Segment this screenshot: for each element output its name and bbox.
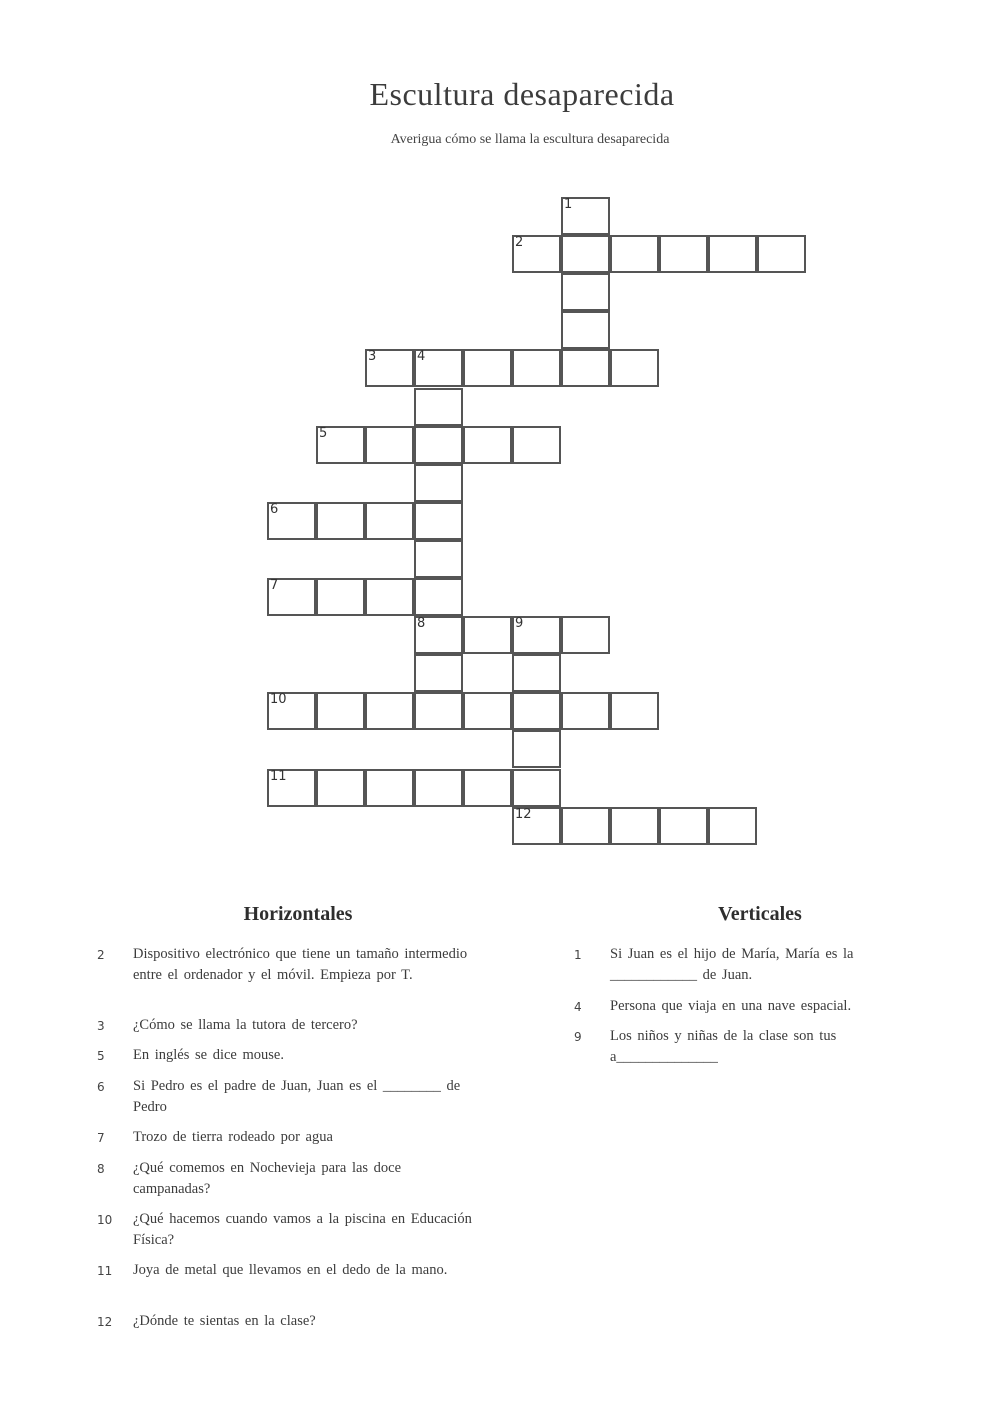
clue-number: 3	[97, 1019, 105, 1033]
crossword-cell[interactable]	[316, 692, 365, 730]
crossword-cell[interactable]	[267, 769, 316, 807]
cell-number: 2	[515, 235, 524, 250]
horizontal-clue	[97, 1076, 487, 1120]
crossword-cell[interactable]	[316, 426, 365, 464]
cell-number: 5	[319, 426, 328, 441]
crossword-cell[interactable]	[365, 769, 414, 807]
crossword-cell[interactable]	[512, 349, 561, 387]
vertical-clue	[574, 1026, 919, 1070]
clue-number: 2	[97, 948, 105, 962]
crossword-cell[interactable]	[512, 616, 561, 654]
crossword-cell[interactable]	[512, 426, 561, 464]
crossword-cell[interactable]	[463, 616, 512, 654]
horizontal-clue	[97, 1260, 487, 1304]
horizontal-clue	[97, 1209, 487, 1253]
crossword-cell[interactable]	[414, 540, 463, 578]
crossword-cell[interactable]	[414, 426, 463, 464]
crossword-cell[interactable]	[365, 349, 414, 387]
crossword-cell[interactable]	[316, 578, 365, 616]
clue-number: 12	[97, 1315, 113, 1329]
cell-number: 4	[417, 349, 426, 364]
horizontal-clue	[97, 1127, 487, 1149]
crossword-cell[interactable]	[267, 692, 316, 730]
clue-number: 11	[97, 1264, 113, 1278]
crossword-cell[interactable]	[414, 349, 463, 387]
page-title: Escultura desaparecida	[369, 76, 675, 112]
crossword-cell[interactable]	[561, 197, 610, 235]
crossword-cell[interactable]	[610, 692, 659, 730]
clue-text: Persona que viaja en una nave espacial.	[610, 998, 852, 1014]
crossword-cell[interactable]	[365, 692, 414, 730]
crossword-cell[interactable]	[414, 464, 463, 502]
vertical-clue	[574, 944, 919, 988]
crossword-cell[interactable]	[610, 349, 659, 387]
cell-number: 1	[564, 197, 573, 212]
crossword-cell[interactable]	[659, 235, 708, 273]
cell-number: 11	[270, 769, 287, 784]
crossword-cell[interactable]	[414, 654, 463, 692]
horizontal-clues-heading: Horizontales	[243, 903, 353, 925]
clue-number: 7	[97, 1131, 105, 1145]
horizontal-clue	[97, 1311, 487, 1333]
crossword-cell[interactable]	[561, 616, 610, 654]
crossword-cell[interactable]	[316, 502, 365, 540]
clue-text: Trozo de tierra rodeado por agua	[133, 1129, 333, 1145]
crossword-cell[interactable]	[659, 807, 708, 845]
clue-text: Dispositivo electrónico que tiene un tamaño intermedio entre el ordenador y el móvil. Empieza por T.	[133, 946, 468, 983]
crossword-cell[interactable]	[463, 426, 512, 464]
clue-text: Joya de metal que llevamos en el dedo de la mano.	[133, 1262, 448, 1278]
crossword-cell[interactable]	[512, 235, 561, 273]
crossword-cell[interactable]	[561, 349, 610, 387]
clue-text: ¿Dónde te sientas en la clase?	[133, 1313, 316, 1329]
crossword-cell[interactable]	[414, 502, 463, 540]
crossword-cell[interactable]	[365, 578, 414, 616]
crossword-cell[interactable]	[708, 807, 757, 845]
crossword-cell[interactable]	[561, 807, 610, 845]
crossword-cell[interactable]	[512, 730, 561, 768]
cell-number: 3	[368, 349, 377, 364]
crossword-cell[interactable]	[365, 502, 414, 540]
crossword-cell[interactable]	[414, 769, 463, 807]
clue-text: En inglés se dice mouse.	[133, 1047, 284, 1063]
crossword-cell[interactable]	[561, 273, 610, 311]
clue-number: 4	[574, 1000, 582, 1014]
crossword-cell[interactable]	[267, 502, 316, 540]
clue-number: 1	[574, 948, 582, 962]
crossword-cell[interactable]	[463, 349, 512, 387]
horizontal-clue	[97, 1045, 487, 1067]
crossword-cell[interactable]	[414, 616, 463, 654]
crossword-cell[interactable]	[561, 235, 610, 273]
clue-number: 9	[574, 1030, 582, 1044]
crossword-cell[interactable]	[267, 578, 316, 616]
crossword-cell[interactable]	[463, 769, 512, 807]
cell-number: 8	[417, 616, 426, 631]
clue-text: Los niños y niñas de la clase son tus a______________	[610, 1028, 837, 1065]
crossword-cell[interactable]	[316, 769, 365, 807]
crossword-cell[interactable]	[610, 235, 659, 273]
cell-number: 10	[270, 692, 287, 707]
clue-number: 6	[97, 1080, 105, 1094]
clue-text: ¿Qué comemos en Nochevieja para las doce campanadas?	[133, 1160, 402, 1197]
crossword-cell[interactable]	[414, 388, 463, 426]
crossword-cell[interactable]	[512, 807, 561, 845]
crossword-cell[interactable]	[512, 769, 561, 807]
crossword-cell[interactable]	[512, 692, 561, 730]
crossword-cell[interactable]	[512, 654, 561, 692]
crossword-cell[interactable]	[561, 692, 610, 730]
crossword-cell[interactable]	[708, 235, 757, 273]
vertical-clue	[574, 996, 919, 1018]
crossword-cell[interactable]	[365, 426, 414, 464]
horizontal-clue	[97, 944, 487, 1008]
clue-number: 5	[97, 1049, 105, 1063]
clue-number: 8	[97, 1162, 105, 1176]
clue-text: ¿Cómo se llama la tutora de tercero?	[133, 1017, 358, 1033]
cell-number: 7	[270, 578, 279, 593]
clue-text: Si Juan es el hijo de María, María es la ____________ de Juan.	[610, 946, 854, 983]
crossword-cell[interactable]	[561, 311, 610, 349]
crossword-cell[interactable]	[757, 235, 806, 273]
crossword-cell[interactable]	[610, 807, 659, 845]
clue-text: Si Pedro es el padre de Juan, Juan es el ________ de Pedro	[133, 1078, 461, 1115]
crossword-cell[interactable]	[414, 692, 463, 730]
clue-number: 10	[97, 1213, 113, 1227]
clue-text: ¿Qué hacemos cuando vamos a la piscina en Educación Física?	[133, 1211, 472, 1248]
crossword-cell[interactable]	[414, 578, 463, 616]
cell-number: 6	[270, 502, 279, 517]
cell-number: 12	[515, 807, 532, 822]
vertical-clues-heading: Verticales	[718, 903, 802, 925]
horizontal-clue	[97, 1015, 487, 1037]
horizontal-clue	[97, 1158, 487, 1202]
cell-number: 9	[515, 616, 524, 631]
page-subtitle: Averigua cómo se llama la escultura desaparecida	[390, 132, 670, 147]
crossword-cell[interactable]	[463, 692, 512, 730]
